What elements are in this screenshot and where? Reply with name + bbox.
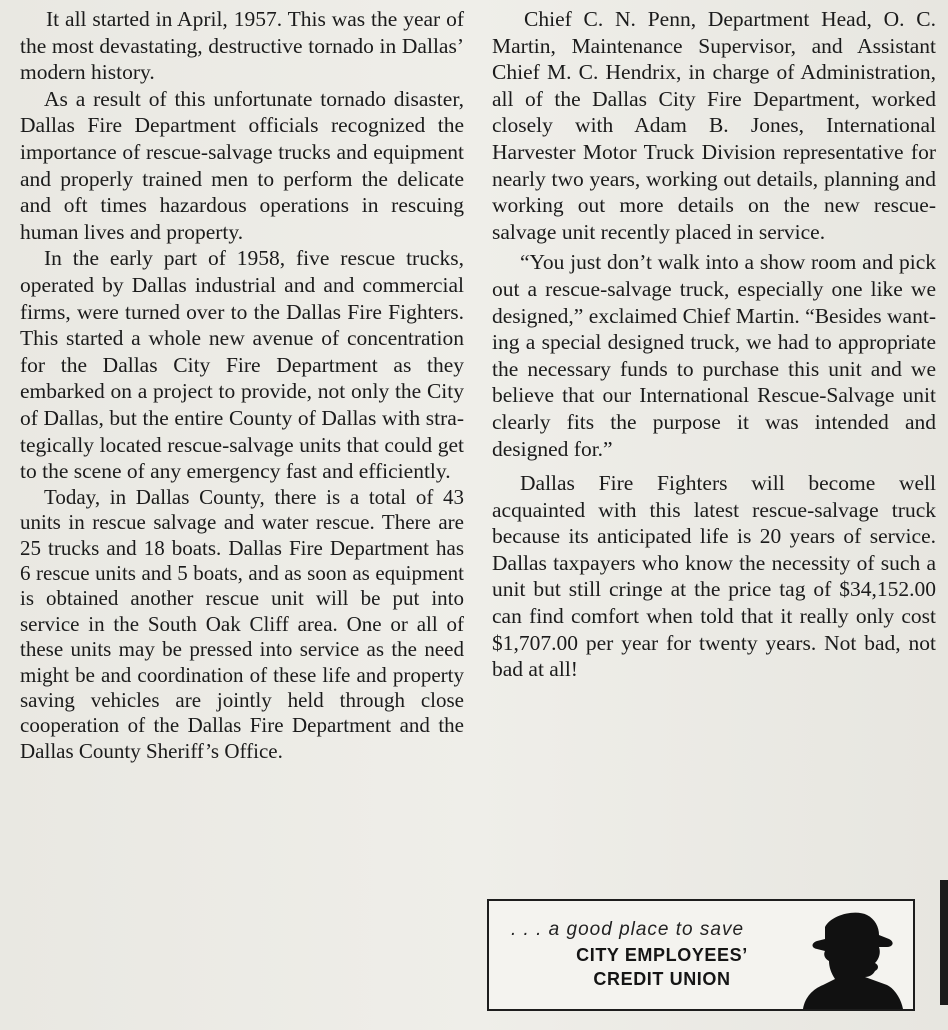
ad-name-line-2: CREDIT UNION [593, 969, 731, 989]
paragraph-6: “You just don’t walk into a show room and pick out a rescue-salvage truck, especially one like we designed,” exclaimed Chief Martin. “Besides wanting a special designed truck, we had to appropriate the necessary funds to purchase this unit and we believe that our International Rescue-Salvage unit clearly fits the purpose it was intended and designed for.” [492, 250, 936, 461]
paragraph-1: It all started in April, 1957. This was the year of the most devastating, destructive tornado in Dallas’ modern history. [20, 7, 464, 85]
credit-union-advertisement [487, 899, 915, 1011]
paragraph-2: As a result of this unfortunate tornado disaster, Dallas Fire Department officials recognized the importance of rescue-salvage trucks and equipment and properly trained men to perform the delicate and oft times hazardous operations in rescuing human lives and property. [20, 86, 464, 244]
right-column [492, 6, 936, 683]
paragraph-7: Dallas Fire Fighters will become well acquainted with this latest rescue-salvage truck because its anticipated life is 20 years of service. Dallas taxpayers who know the necessity of such a unit but still cringe at the price tag of $34,152.00 can find comfort when told that it really only cost $1,707.00 per year for twenty years. Not bad, not bad at all! [492, 471, 936, 682]
page-edge-mark [940, 880, 948, 1005]
ad-tagline: . . . a good place to save [511, 919, 745, 940]
paragraph-4: Today, in Dallas County, there is a total of 43 units in rescue salvage and water rescue. There are 25 trucks and 18 boats. Dallas Fire Department has 6 rescue units and 5 boats, and as soon as equipment is obtained another rescue unit will be put into service in the South Oak Cliff area. One or all of these units may be pressed into service as the need might be and coordination of these life and property saving vehicles are jointly held through close cooperation of the Dallas Fire Department and the Dallas County Sheriff’s Office. [20, 484, 464, 763]
fireman-silhouette-icon [795, 909, 907, 1009]
ad-name-line-1: CITY EMPLOYEES’ [576, 945, 748, 965]
left-column [20, 6, 464, 764]
paragraph-5: Chief C. N. Penn, Department Head, O. C. Martin, Maintenance Supervisor, and Assistant Chief M. C. Hendrix, in charge of Administration, all of the Dallas City Fire Department, worked closely with Adam B. Jones, International Harvester Motor Truck Division representative for nearly two years, working out details, planning and working out more details on the new rescue-salvage unit recently placed in service. [492, 7, 936, 244]
paragraph-3: In the early part of 1958, five rescue trucks, operated by Dallas industrial and and commercial firms, were turned over to the Dallas Fire Fighters. This started a whole new avenue of concentration for the Dallas City Fire Department as they embarked on a project to provide, not only the City of Dallas, but the entire County of Dallas with strategically located rescue-salvage units that could get to the scene of any emergency fast and efficiently. [20, 246, 464, 484]
